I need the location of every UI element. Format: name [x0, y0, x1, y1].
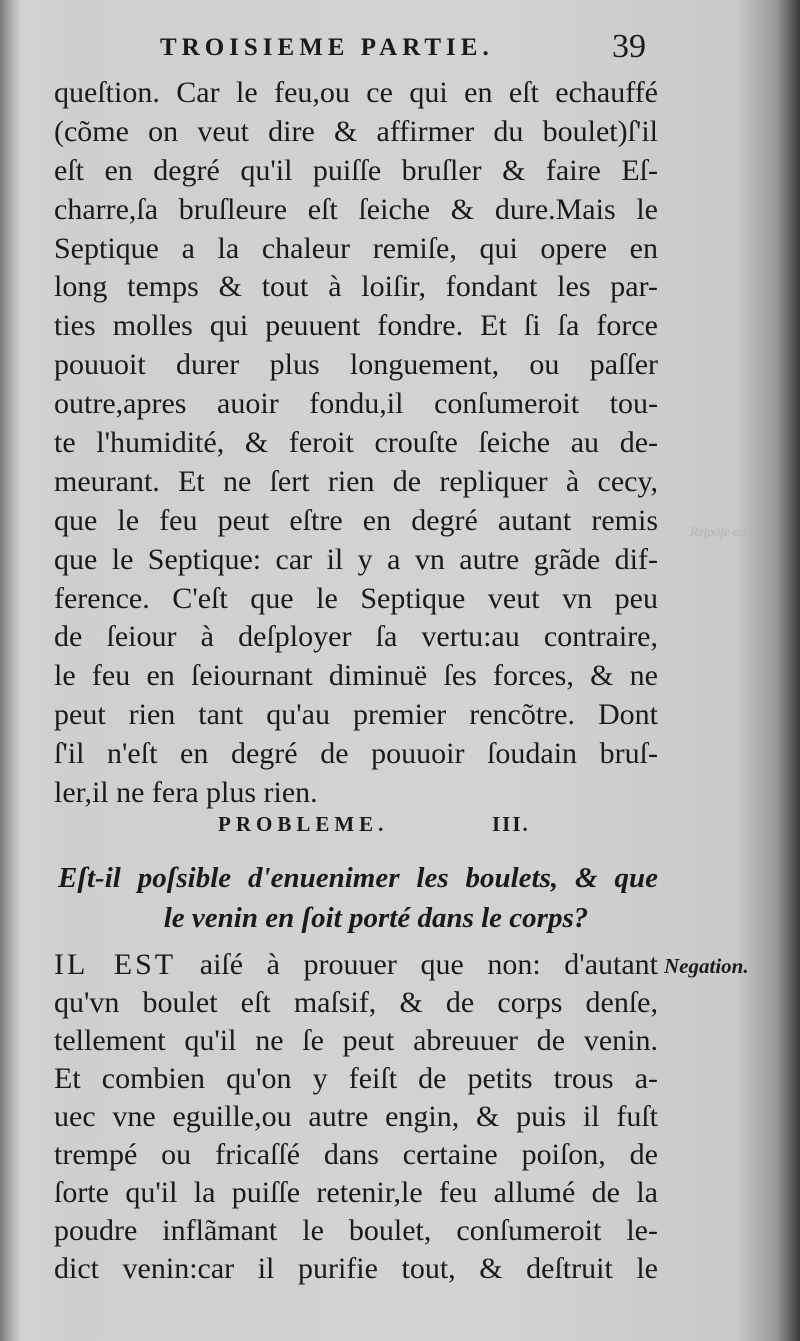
text-line: eſt en degré qu'il puiſſe bruſler & faire Eſ- — [54, 153, 658, 187]
text-line: qu'vn boulet eſt maſsif, & de corps denſe, — [54, 986, 658, 1019]
answer-lead: IL EST — [54, 948, 177, 981]
text-line: trempé ou fricaſſé dans certaine poiſon, de — [54, 1138, 658, 1171]
faint-margin-note: Reſpõſe au. — [690, 524, 750, 539]
text-line: Et combien qu'on y feiſt de petits trous a- — [54, 1062, 658, 1095]
question-line: le venin en ſoit porté dans le corps? — [163, 902, 589, 934]
running-title: TROISIEME PARTIE. — [160, 34, 494, 61]
running-head — [0, 28, 800, 72]
text-line: ſ'il n'eſt en degré de pouuoir ſoudain bruſ- — [54, 737, 658, 771]
text-line: pouuoit durer plus longuement, ou paſſer — [54, 348, 658, 382]
text-line: queſtion. Car le feu,ou ce qui en eſt echauffé — [54, 76, 658, 109]
text-line: uec vne eguille,ou autre engin, & puis il fuſt — [54, 1100, 658, 1133]
problem-question — [54, 858, 658, 938]
text-line: que le Septique: car il y a vn autre grãde dif- — [54, 542, 658, 576]
problem-heading — [0, 812, 800, 846]
text-line: tellement qu'il ne ſe peut abreuuer de venin. — [54, 1024, 658, 1057]
text-line: que le feu peut eſtre en degré autant remis — [54, 503, 658, 537]
question-line: Eſt-il poſsible d'enuenimer les boulets, & que — [58, 862, 658, 894]
problem-number: III. — [492, 812, 530, 836]
text-line: te l'humidité, & feroit crouſte ſeiche au de- — [54, 426, 658, 460]
text-line: (cõme on veut dire & affirmer du boulet)ſ'il — [54, 114, 658, 148]
body-text — [54, 74, 658, 813]
text-line: ſorte qu'il la puiſſe retenir,le feu allumé de la — [54, 1176, 658, 1209]
page-number: 39 — [612, 28, 646, 65]
text-line: long temps & tout à loiſir, fondant les par- — [54, 270, 658, 304]
margin-note: Negation. — [664, 954, 749, 978]
text-line: le feu en ſeiournant diminuë ſes forces, & ne — [54, 659, 658, 693]
text-line: meurant. Et ne ſert rien de repliquer à cecy, — [54, 464, 658, 498]
text-line: peut rien tant qu'au premier rencõtre. Dont — [54, 698, 658, 732]
answer-first-line — [54, 946, 658, 984]
answer-text — [54, 946, 658, 1288]
text-line: ties molles qui peuuent fondre. Et ſi ſa force — [54, 309, 658, 343]
text-line: Septique a la chaleur remiſe, qui opere en — [54, 231, 658, 265]
text-line: ler,il ne fera plus rien. — [54, 776, 318, 810]
text-line: ference. C'eſt que le Septique veut vn peu — [54, 581, 658, 615]
text-line: outre,apres auoir fondu,il conſumeroit tou- — [54, 387, 658, 421]
text-line: de ſeiour à deſployer ſa vertu:au contraire, — [54, 620, 658, 654]
answer-first-line-rest: aiſé à prouuer que non: d'autant — [199, 948, 658, 981]
text-line: poudre inflãmant le boulet, conſumeroit le- — [54, 1214, 658, 1247]
text-line: charre,ſa bruſleure eſt ſeiche & dure.Mais le — [54, 192, 658, 226]
text-line: dict venin:car il purifie tout, & deſtruit le — [54, 1252, 658, 1285]
problem-label: PROBLEME. — [218, 812, 389, 836]
